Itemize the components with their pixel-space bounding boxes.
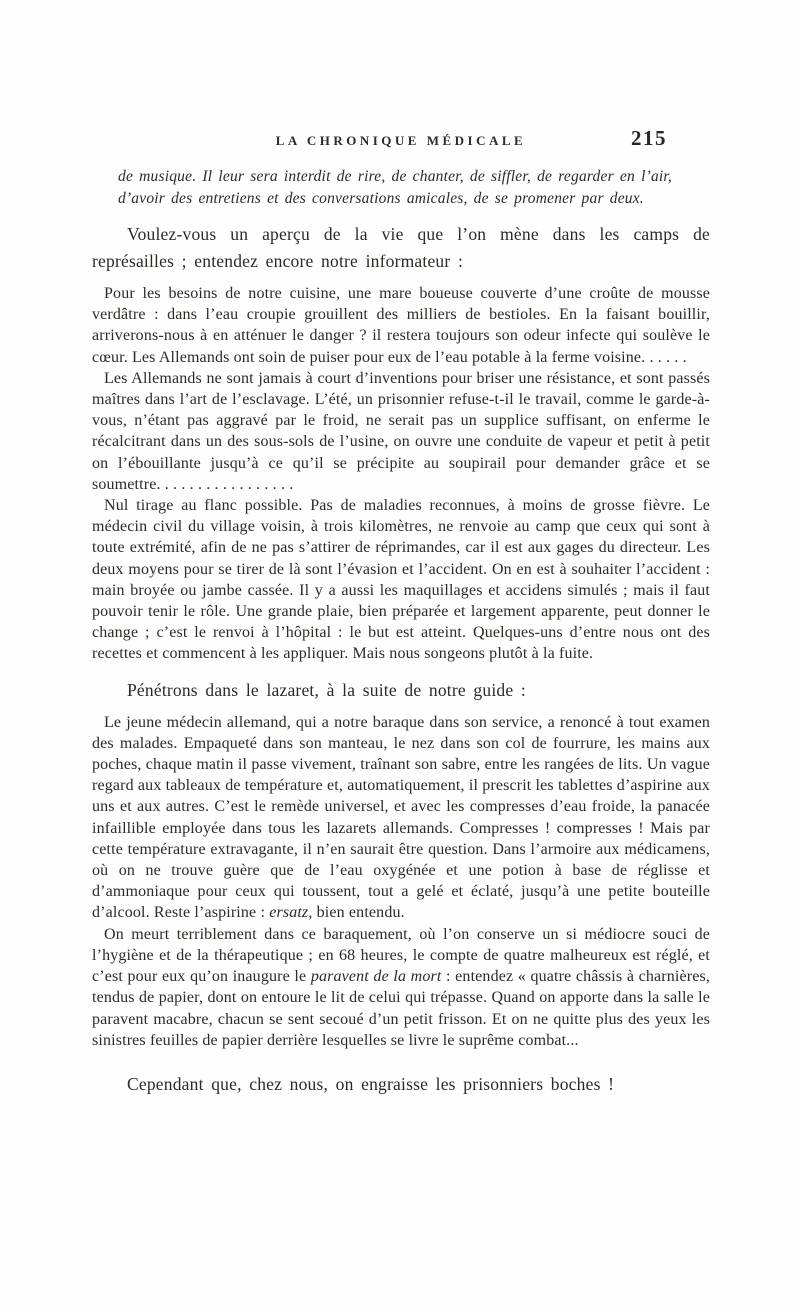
italic-term-paravent-de-la-mort: paravent de la mort	[310, 968, 442, 986]
quote-paragraph-medecin	[92, 712, 710, 924]
text-column	[92, 128, 710, 1098]
italic-term-ersatz: ersatz	[269, 904, 309, 922]
opening-quote-paragraph: de musique. Il leur sera interdit de rire, de chanter, de siffler, de regarder en l’air, d’avoir des entretiens et des conversations amicales, de se promener par deux.	[118, 168, 672, 207]
quote-paragraph-maladies: Nul tirage au flanc possible. Pas de maladies reconnues, à moins de grosse fièvre. Le médecin civil du village voisin, à trois kilomètres, ne renvoie au camp que ceux qui sont à toute extrémité, afin de ne pas s’attirer de réprimandes, car il est aux gages du directeur. Les deux moyens pour se tirer de là sont l’évasion et l’accident. On en est à souhaiter l’accident : main broyée ou jambe cassée. Il y a aussi les maquillages et accidens simulés ; mais il faut pouvoir tenir le rôle. Une grande plaie, bien préparée et largement apparente, peut donner le change ; c’est le renvoi à l’hôpital : le but est atteint. Quelques-uns d’entre nous ont des recettes et commencent à les appliquer. Mais nous songeons plutôt à la fuite.	[92, 497, 710, 663]
quote-medecin-text-start: Le jeune médecin allemand, qui a notre baraque dans son service, a renoncé à tout examen des malades. Empaqueté dans son manteau, le nez dans son col de fourrure, les mains aux poches, chaque matin il passe vivement, traînant son sabre, entre les rangées de lits. Un vague regard aux tableaux de température et, automatiquement, il prescrit les tablettes d’aspirine aux uns et aux autres. C’est le remède universel, et avec les compresses d’eau froide, la panacée infaillible employée dans tous les lazarets allemands. Compresses ! compresses ! Mais par cette température extravagante, il n’en saurait être question. Dans l’armoire aux médicamens, où on ne trouve guère que de l’eau oxygénée et une potion à base de réglisse et d’ammoniaque pour ceux qui toussent, tout a gelé et éclaté, jusqu’à une petite bouteille d’alcool. Reste l’aspirine :	[92, 713, 710, 922]
quoted-testimony-block-camps	[92, 283, 710, 665]
quote-medecin-text-end: , bien entendu.	[308, 904, 405, 922]
running-title: LA CHRONIQUE MÉDICALE	[275, 133, 527, 148]
quote-paragraph-esclavage: Les Allemands ne sont jamais à court d’inventions pour briser une résistance, et sont passés maîtres dans l’art de l’esclavage. L’été, un prisonnier refuse-t-il le travail, comme le garde-à-vous, n’étant pas aggravé par le froid, ne serait pas un supplice suffisant, on enferme le récalcitrant dans un des sous-sols de l’usine, on ouvre une conduite de vapeur et petit à petit on l’ébouillante jusqu’à ce qu’il se précipite au soupirail pour demander grâce et se soumettre. . . . . . . . . . . . . . . . .	[92, 369, 710, 493]
closing-paragraph: Cependant que, chez nous, on engraisse les prisonniers boches !	[127, 1073, 615, 1094]
page-number: 215	[631, 126, 667, 150]
intro-paragraph-camps: Voulez-vous un aperçu de la vie que l’on mène dans les camps de représailles ; entendez encore notre informateur :	[92, 224, 710, 271]
intro-paragraph-lazaret: Pénétrons dans le lazaret, à la suite de notre guide :	[127, 679, 526, 700]
page-header	[92, 128, 710, 154]
quote-paragraph-cuisine: Pour les besoins de notre cuisine, une mare boueuse couverte d’une croûte de mousse verdâtre : dans l’eau croupie grouillent des milliers de bestioles. En la faisant bouillir, arriverons-nous à en atténuer le danger ? il restera toujours son odeur infecte qui soulève le cœur. Les Allemands ont soin de puiser pour eux de l’eau potable à la ferme voisine. . . . . .	[92, 285, 710, 366]
quote-paravent-text-end: : entendez « quatre châssis à charnières, tendus de papier, dont on entoure le lit de celui qui trépasse. Quand on apporte dans la salle le paravent macabre, chacun se sent secoué d’un petit frisson. Et on ne quitte plus des yeux les sinistres feuilles de papier derrière lesquelles se livre le suprême combat...	[92, 968, 710, 1049]
quote-paravent-text-start: On meurt terriblement dans ce baraquement, où l’on conserve un si médiocre souci de l’hygiène et de la thérapeutique ; en 68 heures, le compte de quatre malheureux est réglé, et c’est pour eux qu’on inaugure le	[92, 925, 710, 986]
quoted-testimony-block-lazaret	[92, 712, 710, 1051]
quote-paragraph-paravent	[92, 924, 710, 1051]
